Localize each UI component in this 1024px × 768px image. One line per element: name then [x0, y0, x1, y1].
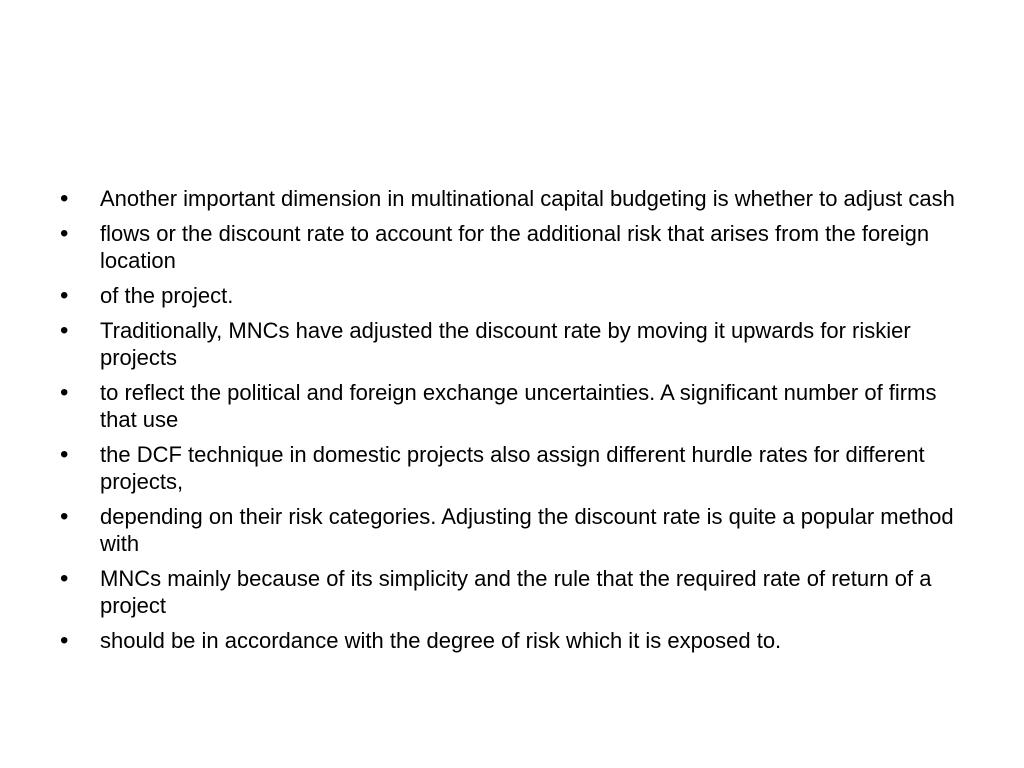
bullet-icon: •	[60, 282, 69, 309]
bullet-icon: •	[60, 379, 69, 406]
bullet-icon: •	[60, 565, 69, 592]
bullet-list	[60, 185, 960, 662]
bullet-icon: •	[60, 441, 69, 468]
bullet-text: depending on their risk categories. Adjusting the discount rate is quite a popular method with	[100, 504, 954, 556]
bullet-icon: •	[60, 220, 69, 247]
bullet-text: Traditionally, MNCs have adjusted the discount rate by moving it upwards for riskier projects	[100, 318, 911, 370]
bullet-item	[60, 565, 960, 619]
bullet-text: flows or the discount rate to account for the additional risk that arises from the foreign location	[100, 221, 930, 273]
bullet-text: MNCs mainly because of its simplicity and the rule that the required rate of return of a project	[100, 566, 932, 618]
bullet-icon: •	[60, 317, 69, 344]
bullet-text: of the project.	[100, 283, 234, 308]
bullet-item	[60, 627, 960, 654]
bullet-item	[60, 185, 960, 212]
bullet-item	[60, 441, 960, 495]
bullet-text: Another important dimension in multinational capital budgeting is whether to adjust cash	[100, 186, 955, 211]
bullet-text: the DCF technique in domestic projects also assign different hurdle rates for different projects,	[100, 442, 925, 494]
bullet-text: to reflect the political and foreign exchange uncertainties. A significant number of firms that use	[100, 380, 937, 432]
bullet-item	[60, 503, 960, 557]
bullet-icon: •	[60, 503, 69, 530]
bullet-text: should be in accordance with the degree of risk which it is exposed to.	[100, 628, 782, 653]
bullet-item	[60, 379, 960, 433]
bullet-item	[60, 282, 960, 309]
bullet-item	[60, 317, 960, 371]
bullet-icon: •	[60, 185, 69, 212]
bullet-item	[60, 220, 960, 274]
bullet-icon: •	[60, 627, 69, 654]
